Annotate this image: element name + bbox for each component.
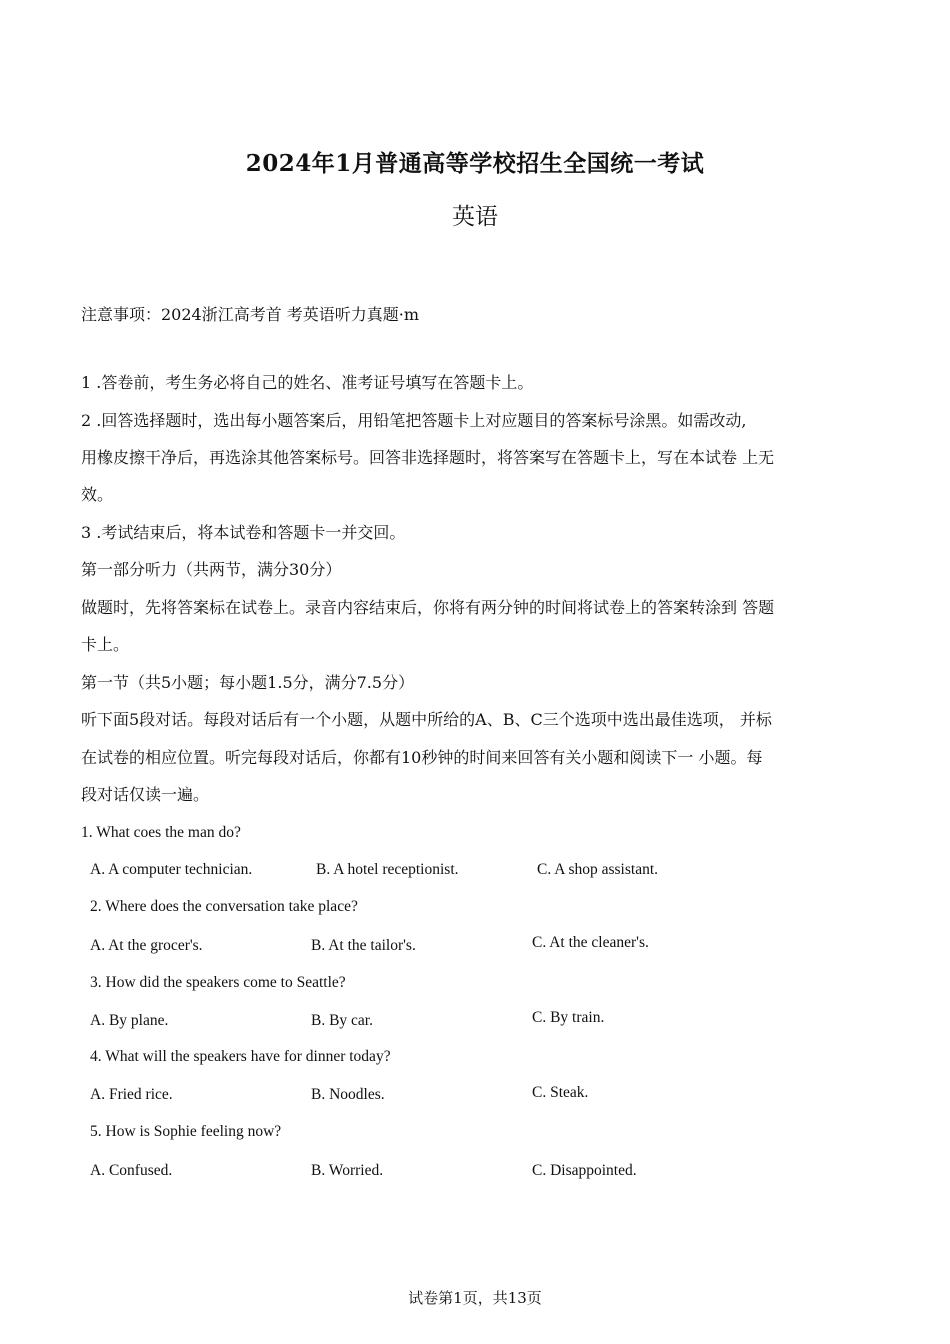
notice-heading: 注意事项：2024浙江高考首 考英语听力真题·m (81, 305, 420, 324)
question-1-stem: 1. What coes the man do? (81, 824, 241, 841)
notice-item-2-cont: 用橡皮擦干净后，再选涂其他答案标号。回答非选择题时，将答案写在答题卡上，写在本试卷 上无 (81, 448, 775, 467)
question-3-option-b: B. By car. (311, 1012, 373, 1029)
notice-item-2-end: 效。 (81, 485, 114, 504)
exam-title: 2024年1月普通高等学校招生全国统一考试 (245, 150, 705, 177)
question-3-option-c: C. By train. (532, 1009, 605, 1026)
question-4-option-a: A. Fried rice. (90, 1086, 173, 1103)
section1-instruction-line3: 段对话仅读一遍。 (81, 785, 210, 804)
part1-instruction-line1: 做题时，先将答案标在试卷上。录音内容结束后，你将有两分钟的时间将试卷上的答案转涂到 答题 (81, 598, 775, 617)
question-2-option-a: A. At the grocer's. (90, 937, 203, 954)
section1-instruction-line1: 听下面5段对话。每段对话后有一个小题，从题中所给的A、B、C三个选项中选出最佳选项， 并标 (81, 710, 772, 729)
section1-heading: 第一节（共5小题；每小题1.5分，满分7.5分） (81, 673, 415, 692)
question-5-option-a: A. Confused. (90, 1162, 173, 1179)
question-2-option-c: C. At the cleaner's. (532, 934, 649, 951)
question-3-option-a: A. By plane. (90, 1012, 169, 1029)
part1-instruction-line2: 卡上。 (81, 635, 130, 654)
section1-instruction-line2: 在试卷的相应位置。听完每段对话后，你都有10秒钟的时间来回答有关小题和阅读下一 小题。每 (81, 748, 763, 767)
part1-heading: 第一部分听力（共两节，满分30分） (81, 560, 342, 579)
notice-item-2: 2 .回答选择题时，选出每小题答案后，用铅笔把答题卡上对应题目的答案标号涂黑。如需改动, (81, 411, 747, 430)
question-1-option-b: B. A hotel receptionist. (316, 861, 459, 878)
question-5-option-c: C. Disappointed. (532, 1162, 637, 1179)
question-5-option-b: B. Worried. (311, 1162, 384, 1179)
question-3-stem: 3. How did the speakers come to Seattle? (90, 974, 346, 991)
question-4-option-c: C. Steak. (532, 1084, 589, 1101)
question-2-option-b: B. At the tailor's. (311, 937, 416, 954)
question-1-option-c: C. A shop assistant. (537, 861, 659, 878)
page-footer: 试卷第1页，共13页 (408, 1289, 542, 1307)
question-4-option-b: B. Noodles. (311, 1086, 385, 1103)
question-1-option-a: A. A computer technician. (90, 861, 253, 878)
notice-item-1: 1 .答卷前，考生务必将自己的姓名、准考证号填写在答题卡上。 (81, 373, 534, 392)
question-4-stem: 4. What will the speakers have for dinner today? (90, 1048, 391, 1065)
exam-subject: 英语 (452, 204, 498, 230)
question-5-stem: 5. How is Sophie feeling now? (90, 1123, 282, 1140)
notice-item-3: 3 .考试结束后，将本试卷和答题卡一并交回。 (81, 523, 406, 542)
question-2-stem: 2. Where does the conversation take place? (90, 898, 358, 915)
